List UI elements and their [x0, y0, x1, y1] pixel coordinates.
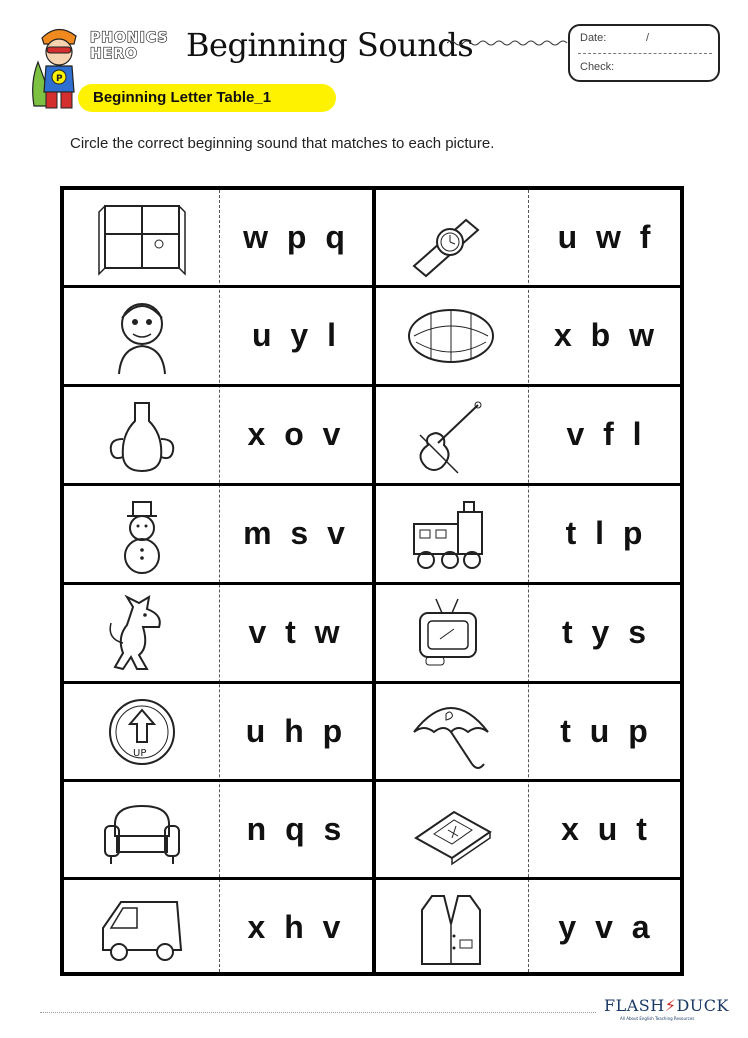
- picture-cell: [376, 486, 526, 581]
- picture-cell: [67, 190, 217, 285]
- logo-part2: DUCK: [676, 996, 729, 1015]
- snowman-icon: [97, 494, 187, 574]
- window-icon: [97, 198, 187, 278]
- picture-cell: [67, 288, 217, 383]
- picture-cell: [376, 585, 526, 680]
- picture-cell: [67, 486, 217, 581]
- letter-choices[interactable]: w p q: [243, 219, 347, 255]
- wave-divider-icon: [447, 36, 569, 50]
- picture-cell: [376, 288, 526, 383]
- instruction-text: Circle the correct beginning sound that matches to each picture.: [70, 135, 495, 152]
- ugly-face-icon: [97, 296, 187, 376]
- date-separator: /: [646, 32, 650, 44]
- check-label: Check:: [580, 61, 615, 73]
- letter-choices[interactable]: y v a: [558, 909, 652, 945]
- picture-cell: [67, 585, 217, 680]
- letter-choices[interactable]: n q s: [246, 811, 344, 847]
- letter-choices[interactable]: t u p: [560, 713, 650, 749]
- umbrella-icon: [406, 692, 496, 772]
- letter-choices[interactable]: x u t: [561, 811, 649, 847]
- vest-icon: [406, 888, 496, 968]
- right-column-divider: [528, 190, 529, 972]
- worksheet-tag: [78, 84, 336, 112]
- letter-choices[interactable]: u w f: [557, 219, 653, 255]
- violin-icon: [406, 395, 496, 475]
- logo-part1: FLASH: [604, 996, 665, 1015]
- bolt-icon: ⚡: [664, 996, 677, 1015]
- letter-choices[interactable]: v f l: [566, 416, 644, 452]
- tv-icon: [406, 593, 496, 673]
- letter-choices[interactable]: v t w: [248, 614, 342, 650]
- footer-divider: [40, 1012, 596, 1013]
- worksheet-tag-label: Beginning Letter Table_1: [93, 89, 272, 106]
- letter-choices[interactable]: t l p: [565, 515, 645, 551]
- sofa-icon: [97, 790, 187, 870]
- up-sign-icon: [97, 692, 187, 772]
- letter-choices[interactable]: x h v: [247, 909, 343, 945]
- letter-choices[interactable]: u y l: [251, 317, 338, 353]
- picture-cell: [376, 387, 526, 482]
- train-icon: [406, 494, 496, 574]
- x-ray-icon: [406, 790, 496, 870]
- wolf-icon: [97, 593, 187, 673]
- letter-table: [60, 186, 684, 976]
- letter-choices[interactable]: x o v: [247, 416, 343, 452]
- picture-cell: [376, 880, 526, 975]
- watermelon-icon: [406, 296, 496, 376]
- page-title: Beginning Sounds: [186, 26, 474, 64]
- brand-line1: PHONICS: [90, 30, 169, 46]
- letter-choices[interactable]: t y s: [561, 614, 649, 650]
- picture-cell: [376, 190, 526, 285]
- date-label: Date:: [580, 32, 607, 44]
- flashduck-logo: [604, 996, 729, 1015]
- logo-subtitle: All About English Teaching Resources: [620, 1016, 695, 1021]
- picture-cell: [376, 684, 526, 779]
- letter-choices[interactable]: x b w: [553, 317, 656, 353]
- letter-choices[interactable]: u h p: [245, 713, 345, 749]
- picture-cell: [67, 782, 217, 877]
- brand-logo: [90, 30, 182, 70]
- svg-text:UP: UP: [133, 747, 147, 759]
- picture-cell: [67, 684, 217, 779]
- watch-icon: [406, 198, 496, 278]
- oil-bottle-icon: [97, 395, 187, 475]
- brand-line2: HERO: [90, 46, 138, 62]
- date-divider: [578, 53, 712, 54]
- picture-cell: [67, 387, 217, 482]
- picture-cell: [67, 880, 217, 975]
- picture-cell: [376, 782, 526, 877]
- date-check-box: [568, 24, 720, 82]
- van-icon: [97, 888, 187, 968]
- svg-text:P: P: [56, 74, 63, 84]
- letter-choices[interactable]: m s v: [243, 515, 347, 551]
